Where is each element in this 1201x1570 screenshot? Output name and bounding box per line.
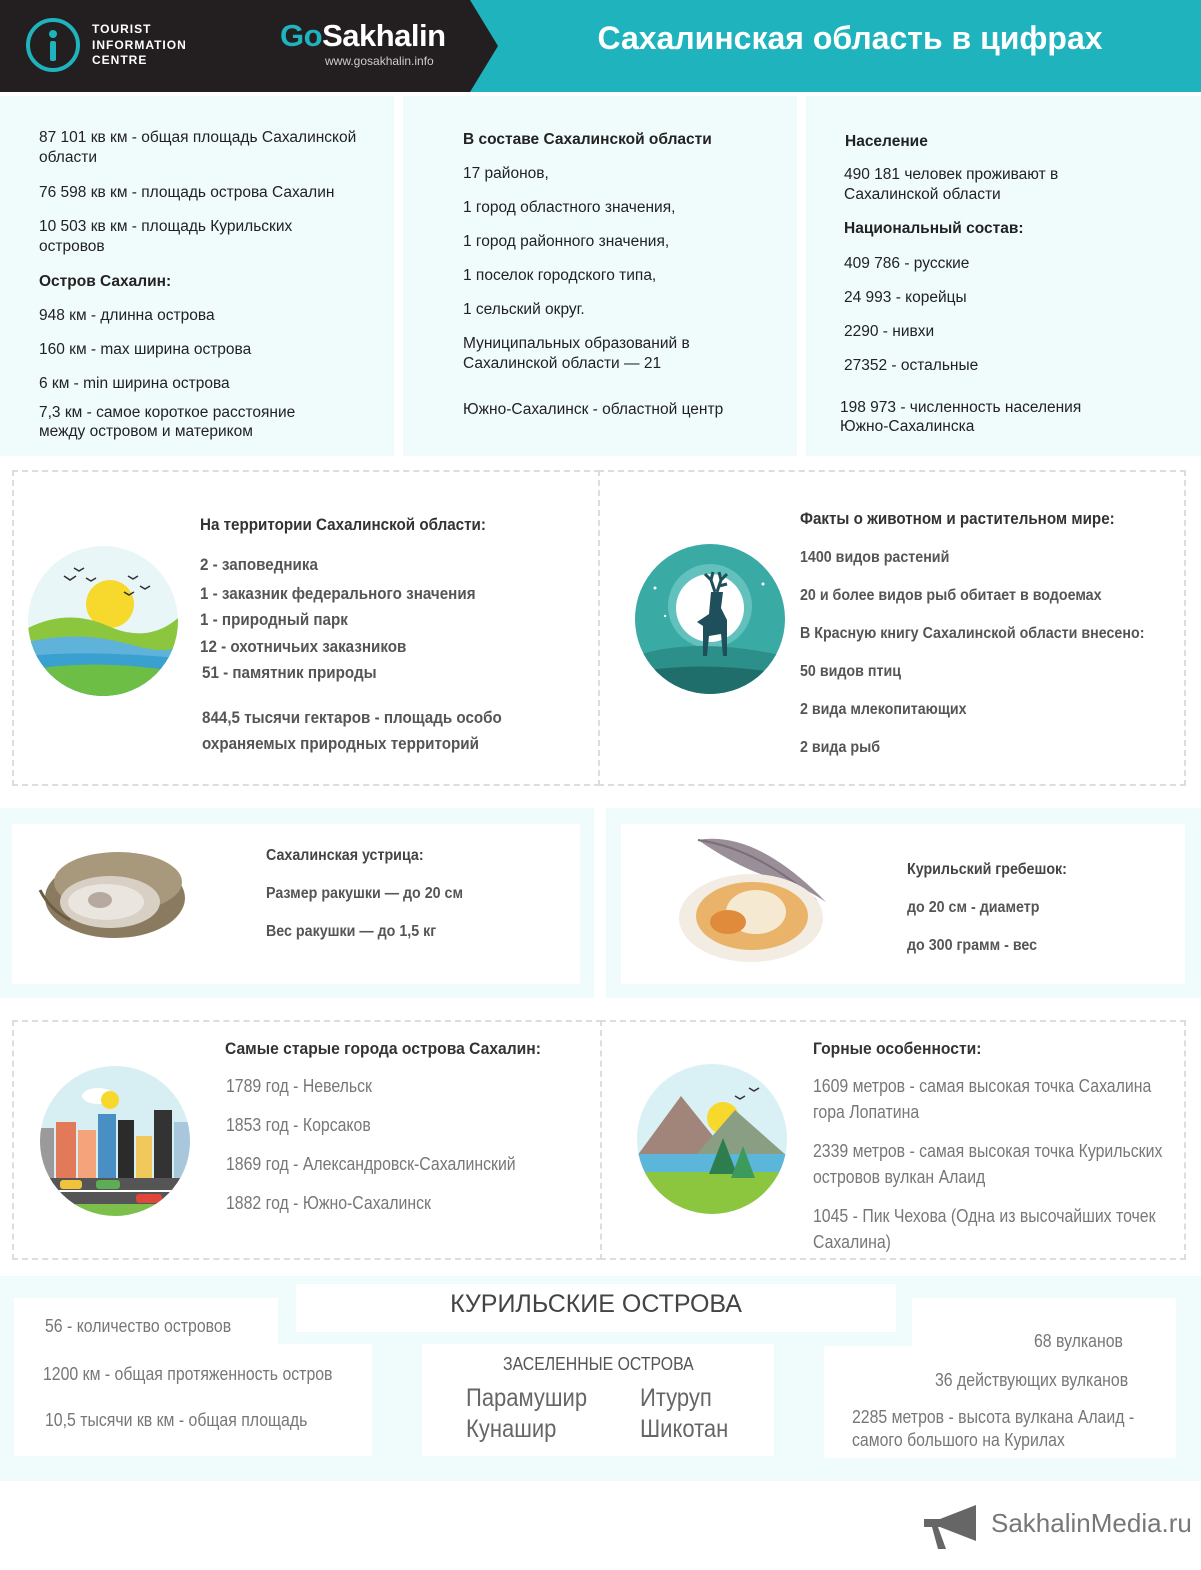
fauna-l5: 2 вида млекопитающих [800, 701, 967, 718]
kuril-l3: 10,5 тысячи кв км - общая площадь [45, 1410, 308, 1430]
territory-l1: 2 - заповедника [200, 556, 318, 574]
cities-l2: 1853 год - Корсаков [226, 1115, 371, 1135]
composition-panel [403, 96, 797, 456]
tic-logo-text [92, 22, 187, 69]
fauna-l6: 2 вида рыб [800, 739, 881, 756]
cities-l3: 1869 год - Александровск-Сахалинский [226, 1154, 516, 1174]
population-h: Население [845, 133, 928, 150]
mountains-l2: 2339 метров - самая высокая точка Курильских [813, 1141, 1163, 1161]
scallop-l1: до 20 см - диаметр [907, 899, 1040, 916]
deer-icon [635, 544, 785, 694]
kuril-l1: 56 - количество островов [45, 1316, 232, 1336]
cities-l1: 1789 год - Невельск [226, 1076, 372, 1096]
kuril-l2: 1200 км - общая протяженность остров [43, 1364, 333, 1384]
composition-l6: Муниципальных образований в [463, 335, 690, 352]
header-banner [0, 0, 1201, 92]
population-l3: 24 993 - корейцы [844, 289, 967, 306]
scallop-h: Курильский гребешок: [907, 861, 1067, 878]
area-l1b: области [39, 149, 97, 166]
oyster-image [30, 840, 190, 945]
composition-l6b: Сахалинской области — 21 [463, 355, 662, 372]
composition-l5: 1 сельский округ. [463, 301, 585, 318]
kuril-islands-0: Парамушир [466, 1384, 588, 1412]
fauna-l1: 1400 видов растений [800, 549, 950, 566]
population-panel [806, 96, 1201, 456]
oyster-l1: Размер ракушки — до 20 см [266, 885, 464, 902]
population-l6b: Южно-Сахалинска [840, 418, 975, 435]
composition-l2: 1 город областного значения, [463, 199, 676, 216]
area-l3b: островов [39, 238, 105, 255]
area-l5: 160 км - max ширина острова [39, 341, 252, 358]
area-l3: 10 503 кв км - площадь Курильских [39, 218, 293, 235]
kuril-islands-3: Шикотан [640, 1415, 729, 1443]
territory-l6b: охраняемых природных территорий [202, 735, 479, 753]
kuril-r1: 68 вулканов [1034, 1331, 1123, 1351]
landscape-icon [28, 546, 178, 696]
territory-l3: 1 - природный парк [200, 611, 348, 629]
area-panel [0, 96, 394, 456]
fauna-l2: 20 и более видов рыб обитает в водоемах [800, 587, 1102, 604]
area-l7b: между островом и материком [39, 423, 253, 440]
composition-l1: 17 районов, [463, 165, 549, 182]
kuril-r3b: самого большого на Курилах [852, 1430, 1065, 1450]
kuril-title: КУРИЛЬСКИЕ ОСТРОВА [450, 1290, 742, 1318]
header-tic_line1: TOURIST [92, 22, 152, 36]
mountains-l1b: гора Лопатина [813, 1102, 920, 1122]
scallop-l2: до 300 грамм - вес [907, 937, 1038, 954]
composition-h: В составе Сахалинской области [463, 131, 712, 148]
population-h2: Национальный состав: [844, 220, 1024, 237]
kuril-r3: 2285 метров - высота вулкана Алаид - [852, 1407, 1135, 1427]
territory-h: На территории Сахалинской области: [200, 516, 486, 534]
page-title: Сахалинская область в цифрах [597, 20, 1103, 56]
population-l1: 490 181 человек проживают в [844, 166, 1059, 183]
area-l4: 948 км - длинна острова [39, 307, 215, 324]
territory-l2: 1 - заказник федерального значения [200, 585, 476, 603]
population-l1b: Сахалинской области [844, 186, 1001, 203]
mountain-icon [637, 1064, 787, 1214]
mountains-l3b: Сахалина) [813, 1232, 891, 1252]
header-logo_go: Go [280, 18, 323, 53]
mountains-h: Горные особенности: [813, 1039, 982, 1058]
composition-l7: Южно-Сахалинск - областной центр [463, 401, 724, 418]
cities-h: Самые старые города острова Сахалин: [225, 1039, 541, 1058]
megaphone-icon [920, 1503, 980, 1551]
mountains-l3: 1045 - Пик Чехова (Одна из высочайших точек [813, 1206, 1156, 1226]
territory-l6: 844,5 тысячи гектаров - площадь особо [202, 709, 502, 727]
area-h: Остров Сахалин: [39, 273, 172, 290]
population-l2: 409 786 - русские [844, 255, 970, 272]
kuril-r2: 36 действующих вулканов [935, 1370, 1129, 1390]
oyster-l2: Вес ракушки — до 1,5 кг [266, 923, 437, 940]
cities-l4: 1882 год - Южно-Сахалинск [226, 1193, 431, 1213]
fauna-l4: 50 видов птиц [800, 663, 901, 680]
territory-l4: 12 - охотничьих заказников [200, 638, 407, 656]
population-l5: 27352 - остальные [844, 357, 979, 374]
kuril-populated_h: ЗАСЕЛЕННЫЕ ОСТРОВА [503, 1354, 694, 1374]
kuril-islands-2: Кунашир [466, 1415, 557, 1443]
header-tic_line3: CENTRE [92, 53, 148, 67]
territory-l5: 51 - памятник природы [202, 664, 377, 682]
area-l6: 6 км - min ширина острова [39, 375, 230, 392]
oyster-h: Сахалинская устрица: [266, 847, 424, 864]
population-l6: 198 973 - численность населения [840, 399, 1082, 416]
fauna-l3: В Красную книгу Сахалинской области внесено: [800, 625, 1145, 642]
kuril-islands-1: Итуруп [640, 1384, 712, 1412]
scallop-image [676, 836, 826, 966]
footer-brand[interactable]: SakhalinMedia.ru [991, 1508, 1192, 1538]
gosakhalin-url[interactable]: www.gosakhalin.info [325, 54, 434, 68]
info-icon [26, 18, 80, 72]
gosakhalin-logo[interactable] [280, 18, 446, 54]
area-l1: 87 101 кв км - общая площадь Сахалинской [39, 129, 357, 146]
area-l7: 7,3 км - самое короткое расстояние [39, 404, 296, 421]
composition-l4: 1 поселок городского типа, [463, 267, 657, 284]
header-tic_line2: INFORMATION [92, 37, 187, 52]
city-icon [40, 1066, 190, 1216]
mountains-l2b: островов вулкан Алаид [813, 1167, 986, 1187]
population-l4: 2290 - нивхи [844, 323, 935, 340]
composition-l3: 1 город районного значения, [463, 233, 670, 250]
fauna-h: Факты о животном и растительном мире: [800, 510, 1115, 528]
area-l2: 76 598 кв км - площадь острова Сахалин [39, 184, 335, 201]
mountains-l1: 1609 метров - самая высокая точка Сахалина [813, 1076, 1152, 1096]
header-logo_rest: Sakhalin [322, 18, 446, 53]
